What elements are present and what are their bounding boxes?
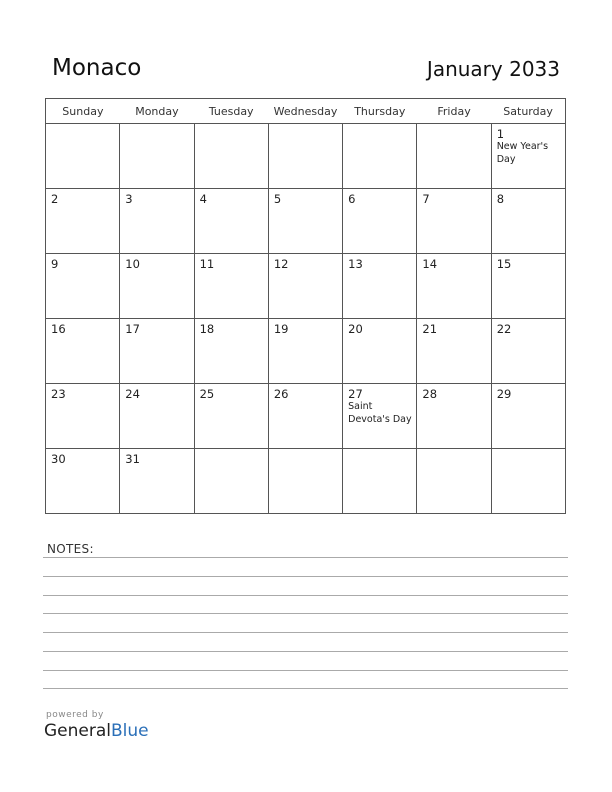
day-number: 4 (199, 192, 207, 206)
day-cell[interactable] (46, 319, 120, 384)
day-cell[interactable] (343, 254, 417, 319)
day-number: 10 (125, 257, 140, 271)
day-number: 24 (125, 387, 140, 401)
day-number: 27 (348, 387, 363, 401)
day-cell[interactable] (268, 124, 342, 189)
day-cell[interactable] (268, 319, 342, 384)
day-number: 12 (273, 257, 289, 271)
brand-logo[interactable] (44, 721, 149, 741)
day-number: 8 (496, 192, 505, 206)
day-cell[interactable] (491, 384, 565, 449)
day-number: 17 (125, 322, 140, 336)
day-number: 14 (422, 257, 438, 271)
day-number: 26 (273, 387, 289, 401)
day-cell[interactable] (120, 124, 194, 189)
day-number: 31 (125, 452, 140, 466)
day-number: 7 (422, 192, 430, 206)
day-number: 3 (125, 192, 133, 206)
week-row (46, 254, 566, 319)
day-cell[interactable] (268, 384, 342, 449)
day-cell[interactable] (194, 189, 268, 254)
day-cell[interactable] (194, 254, 268, 319)
weekday-wednesday: Wednesday (268, 99, 342, 124)
day-cell[interactable] (268, 189, 342, 254)
day-cell[interactable] (417, 449, 491, 514)
brand-blue: Blue (111, 721, 149, 741)
day-cell[interactable] (491, 319, 565, 384)
day-number: 18 (199, 322, 215, 336)
notes-line (43, 670, 568, 671)
weekday-thursday: Thursday (343, 99, 417, 124)
day-cell[interactable] (491, 449, 565, 514)
day-cell[interactable] (194, 449, 268, 514)
day-cell[interactable] (268, 449, 342, 514)
week-row (46, 319, 566, 384)
brand-general: General (44, 721, 111, 741)
day-number: 13 (348, 257, 363, 271)
day-number: 19 (273, 322, 289, 336)
week-row (46, 384, 566, 449)
notes-line (43, 557, 568, 558)
notes-line (43, 613, 568, 614)
week-row (46, 449, 566, 514)
notes-line (43, 688, 568, 689)
day-cell[interactable] (120, 254, 194, 319)
day-cell[interactable] (46, 384, 120, 449)
week-row (46, 189, 566, 254)
day-cell[interactable] (120, 384, 194, 449)
day-cell[interactable] (491, 189, 565, 254)
day-number: 21 (422, 322, 438, 336)
day-number: 29 (496, 387, 512, 401)
day-cell[interactable] (343, 319, 417, 384)
notes-line (43, 651, 568, 652)
day-cell[interactable] (491, 254, 565, 319)
holiday-label: Saint Devota's Day (348, 401, 412, 425)
day-cell[interactable] (491, 124, 565, 189)
weekday-tuesday: Tuesday (194, 99, 268, 124)
day-cell[interactable] (268, 254, 342, 319)
day-number: 28 (422, 387, 438, 401)
holiday-label: New Year's Day (496, 141, 549, 165)
calendar-grid (45, 98, 566, 514)
day-number: 11 (199, 257, 215, 271)
day-cell[interactable] (194, 319, 268, 384)
notes-line (43, 595, 568, 596)
day-number: 9 (51, 257, 59, 271)
day-cell[interactable] (120, 449, 194, 514)
day-cell[interactable] (46, 449, 120, 514)
day-number: 20 (348, 322, 363, 336)
day-cell[interactable] (343, 124, 417, 189)
day-cell[interactable] (417, 124, 491, 189)
day-cell[interactable] (46, 189, 120, 254)
day-number: 6 (348, 192, 356, 206)
country-title: Monaco (52, 55, 142, 81)
day-number: 25 (199, 387, 215, 401)
day-cell[interactable] (343, 449, 417, 514)
notes-line (43, 576, 568, 577)
day-cell[interactable] (120, 319, 194, 384)
day-number: 15 (496, 257, 512, 271)
day-number: 5 (273, 192, 282, 206)
weekday-header-row (46, 99, 566, 124)
day-number: 2 (51, 192, 59, 206)
weekday-saturday: Saturday (491, 99, 565, 124)
day-cell[interactable] (417, 189, 491, 254)
day-cell[interactable] (343, 189, 417, 254)
day-cell[interactable] (46, 124, 120, 189)
day-cell[interactable] (417, 384, 491, 449)
week-row (46, 124, 566, 189)
day-cell[interactable] (194, 384, 268, 449)
day-cell[interactable] (46, 254, 120, 319)
day-cell[interactable] (417, 254, 491, 319)
day-number: 16 (51, 322, 66, 336)
month-year-title: January 2033 (426, 57, 560, 81)
weekday-sunday: Sunday (46, 99, 120, 124)
notes-label: NOTES: (47, 542, 94, 556)
weekday-monday: Monday (120, 99, 194, 124)
powered-by-text: powered by (46, 710, 104, 720)
day-cell[interactable] (417, 319, 491, 384)
notes-line (43, 632, 568, 633)
weekday-friday: Friday (417, 99, 491, 124)
calendar-body (46, 124, 566, 514)
day-cell[interactable] (194, 124, 268, 189)
day-number: 22 (496, 322, 512, 336)
day-number: 30 (51, 452, 66, 466)
day-number: 1 (496, 127, 505, 141)
day-cell[interactable] (343, 384, 417, 449)
day-cell[interactable] (120, 189, 194, 254)
day-number: 23 (51, 387, 66, 401)
